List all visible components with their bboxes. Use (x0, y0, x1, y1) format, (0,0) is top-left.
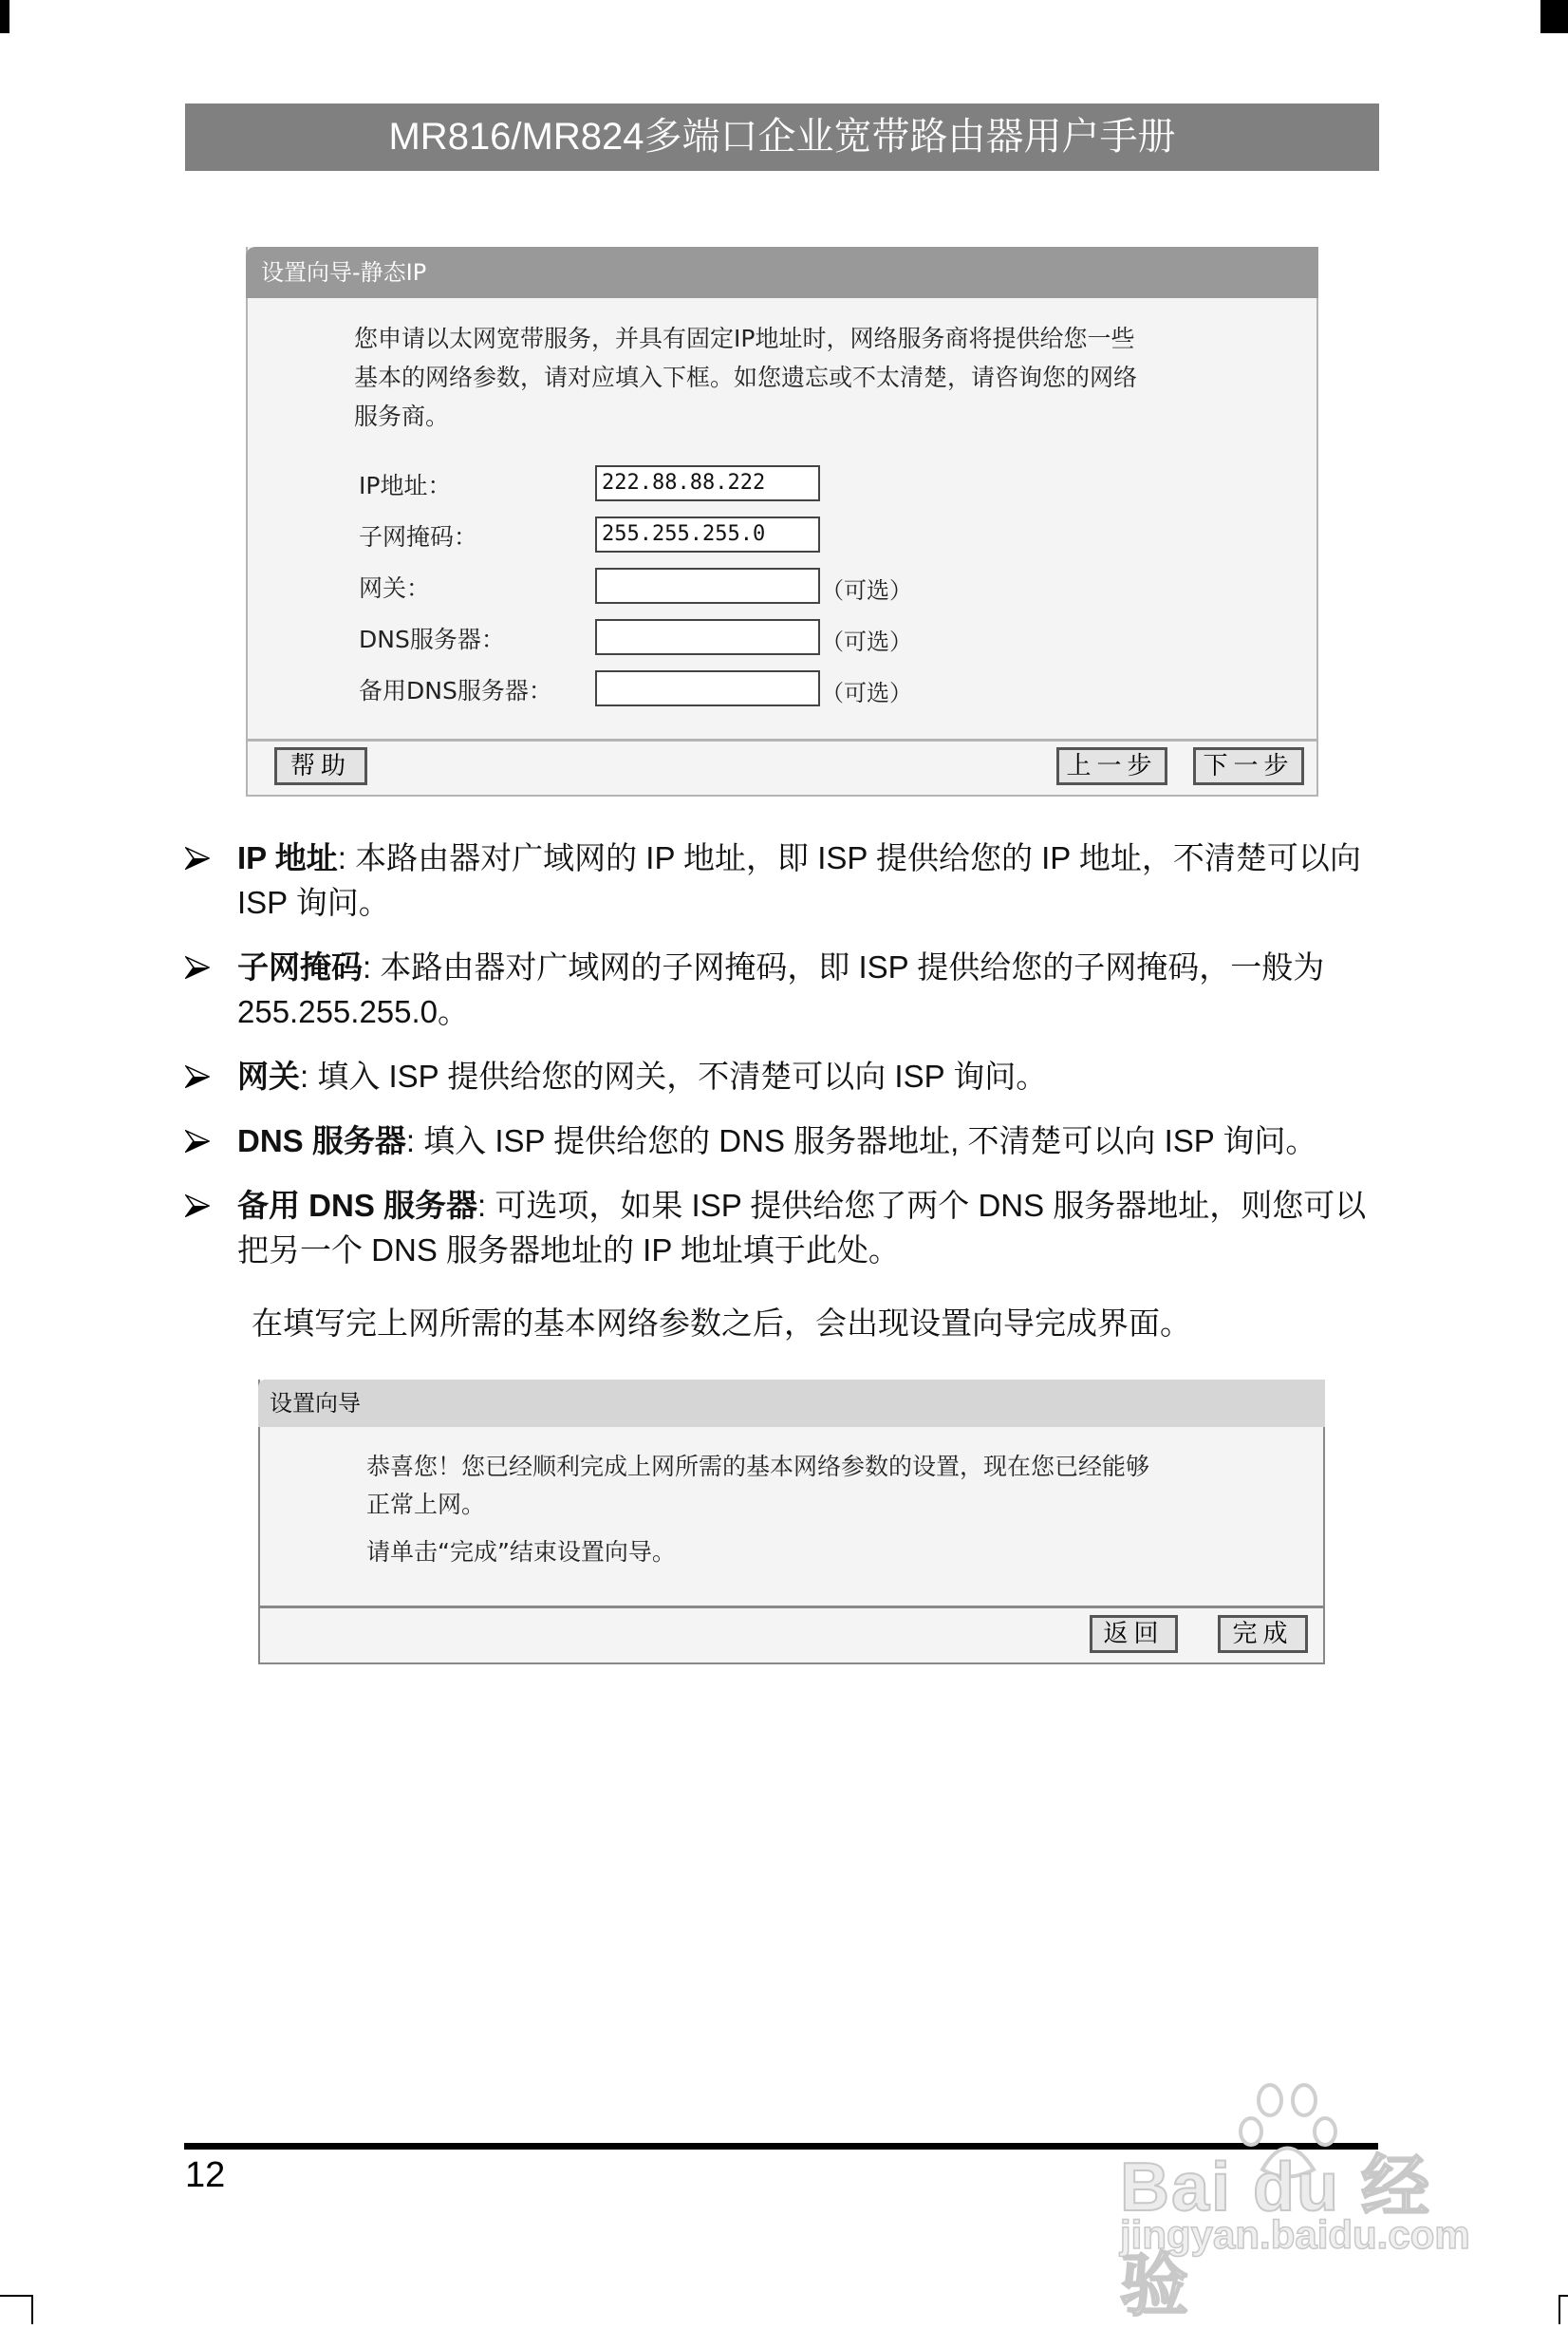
ip-address-input[interactable]: 222.88.88.222 (595, 465, 820, 501)
backup-dns-input[interactable] (595, 670, 820, 706)
congrats-line: 恭喜您！您已经顺利完成上网所需的基本网络参数的设置，现在您已经能够 (366, 1453, 1150, 1480)
baidu-watermark (1120, 2079, 1481, 2324)
subnet-mask-label: 子网掩码： (359, 523, 478, 551)
bullet-term: 子网掩码 (237, 949, 363, 985)
gateway-optional-hint: （可选） (821, 577, 912, 604)
field-descriptions (180, 836, 1405, 1292)
arrow-bullet-icon (185, 1194, 210, 1217)
arrow-bullet-icon (185, 1065, 210, 1088)
arrow-bullet-icon (185, 956, 210, 979)
transition-paragraph: 在填写完上网所需的基本网络参数之后，会出现设置向导完成界面。 (252, 1305, 1191, 1341)
bullet-text: : 本路由器对广域网的子网掩码，即 ISP 提供给您的子网掩码，一般为 255.255.255.0。 (237, 949, 1325, 1029)
bullet-text: : 填入 ISP 提供给您的 DNS 服务器地址, 不清楚可以向 ISP 询问。 (405, 1123, 1317, 1158)
manual-header: MR816/MR824多端口企业宽带路由器用户手册 (185, 103, 1379, 171)
ip-address-label: IP地址： (359, 472, 452, 499)
bullet-term: IP 地址 (237, 840, 338, 875)
prev-step-button[interactable]: 上一步 (1056, 747, 1167, 785)
crop-mark-bottom-left (0, 2295, 33, 2324)
watermark-brand: Bai du 经验 (1120, 2150, 1432, 2324)
arrow-bullet-icon (185, 847, 210, 870)
crop-mark-bottom-right (1559, 2295, 1568, 2324)
subnet-mask-input[interactable]: 255.255.255.0 (595, 517, 820, 553)
crop-mark-top-right (1540, 0, 1568, 33)
dialog-title: 设置向导 (258, 1380, 1325, 1427)
page-number: 12 (185, 2155, 226, 2195)
dns-server-input[interactable] (595, 619, 820, 655)
intro-line: 基本的网络参数，请对应填入下框。如您遗忘或不太清楚，请咨询您的网络 (354, 364, 1138, 391)
dialog-title: 设置向导-静态IP (246, 247, 1318, 298)
bullet-text: : 可选项，如果 ISP 提供给您了两个 DNS 服务器地址，则您可以 把另一个 DNS 服务器地址的 IP 地址填于此处。 (237, 1188, 1367, 1268)
crop-mark-top-left (0, 0, 9, 33)
dns-optional-hint: （可选） (821, 629, 912, 655)
backup-dns-label: 备用DNS服务器： (359, 677, 552, 704)
backup-dns-optional-hint: （可选） (821, 680, 912, 706)
back-button[interactable]: 返回 (1090, 1615, 1178, 1653)
bullet-term: DNS 服务器 (237, 1123, 406, 1158)
intro-text (354, 319, 1227, 436)
intro-line: 服务商。 (354, 403, 450, 430)
dns-server-label: DNS服务器： (359, 626, 505, 653)
bullet-text: : 填入 ISP 提供给您的网关，不清楚可以向 ISP 询问。 (300, 1059, 1048, 1094)
next-step-button[interactable]: 下一步 (1193, 747, 1304, 785)
bullet-ip-address (180, 836, 1405, 925)
footer-divider (260, 1606, 1323, 1608)
instruction-text: 请单击“完成”结束设置向导。 (366, 1538, 676, 1566)
bullet-dns-server (180, 1118, 1405, 1163)
wizard-finish-dialog (258, 1380, 1325, 1664)
bullet-term: 备用 DNS 服务器 (237, 1188, 478, 1223)
intro-line: 您申请以太网宽带服务，并具有固定IP地址时，网络服务商将提供给您一些 (354, 325, 1135, 352)
bullet-term: 网关 (237, 1059, 300, 1094)
bullet-backup-dns (180, 1183, 1405, 1272)
static-ip-wizard-dialog (246, 247, 1318, 797)
bullet-gateway (180, 1054, 1405, 1099)
gateway-label: 网关： (359, 574, 431, 602)
gateway-input[interactable] (595, 568, 820, 604)
congrats-line: 正常上网。 (366, 1491, 486, 1518)
bullet-subnet-mask (180, 945, 1405, 1034)
help-button[interactable]: 帮助 (274, 747, 367, 785)
bullet-text: : 本路由器对广域网的 IP 地址，即 ISP 提供给您的 IP 地址，不清楚可以向 ISP 询问。 (237, 840, 1361, 920)
finish-button[interactable]: 完成 (1218, 1615, 1308, 1653)
arrow-bullet-icon (185, 1130, 210, 1153)
watermark-url: jingyan.baidu.com (1120, 2212, 1470, 2257)
footer-divider (248, 739, 1316, 742)
